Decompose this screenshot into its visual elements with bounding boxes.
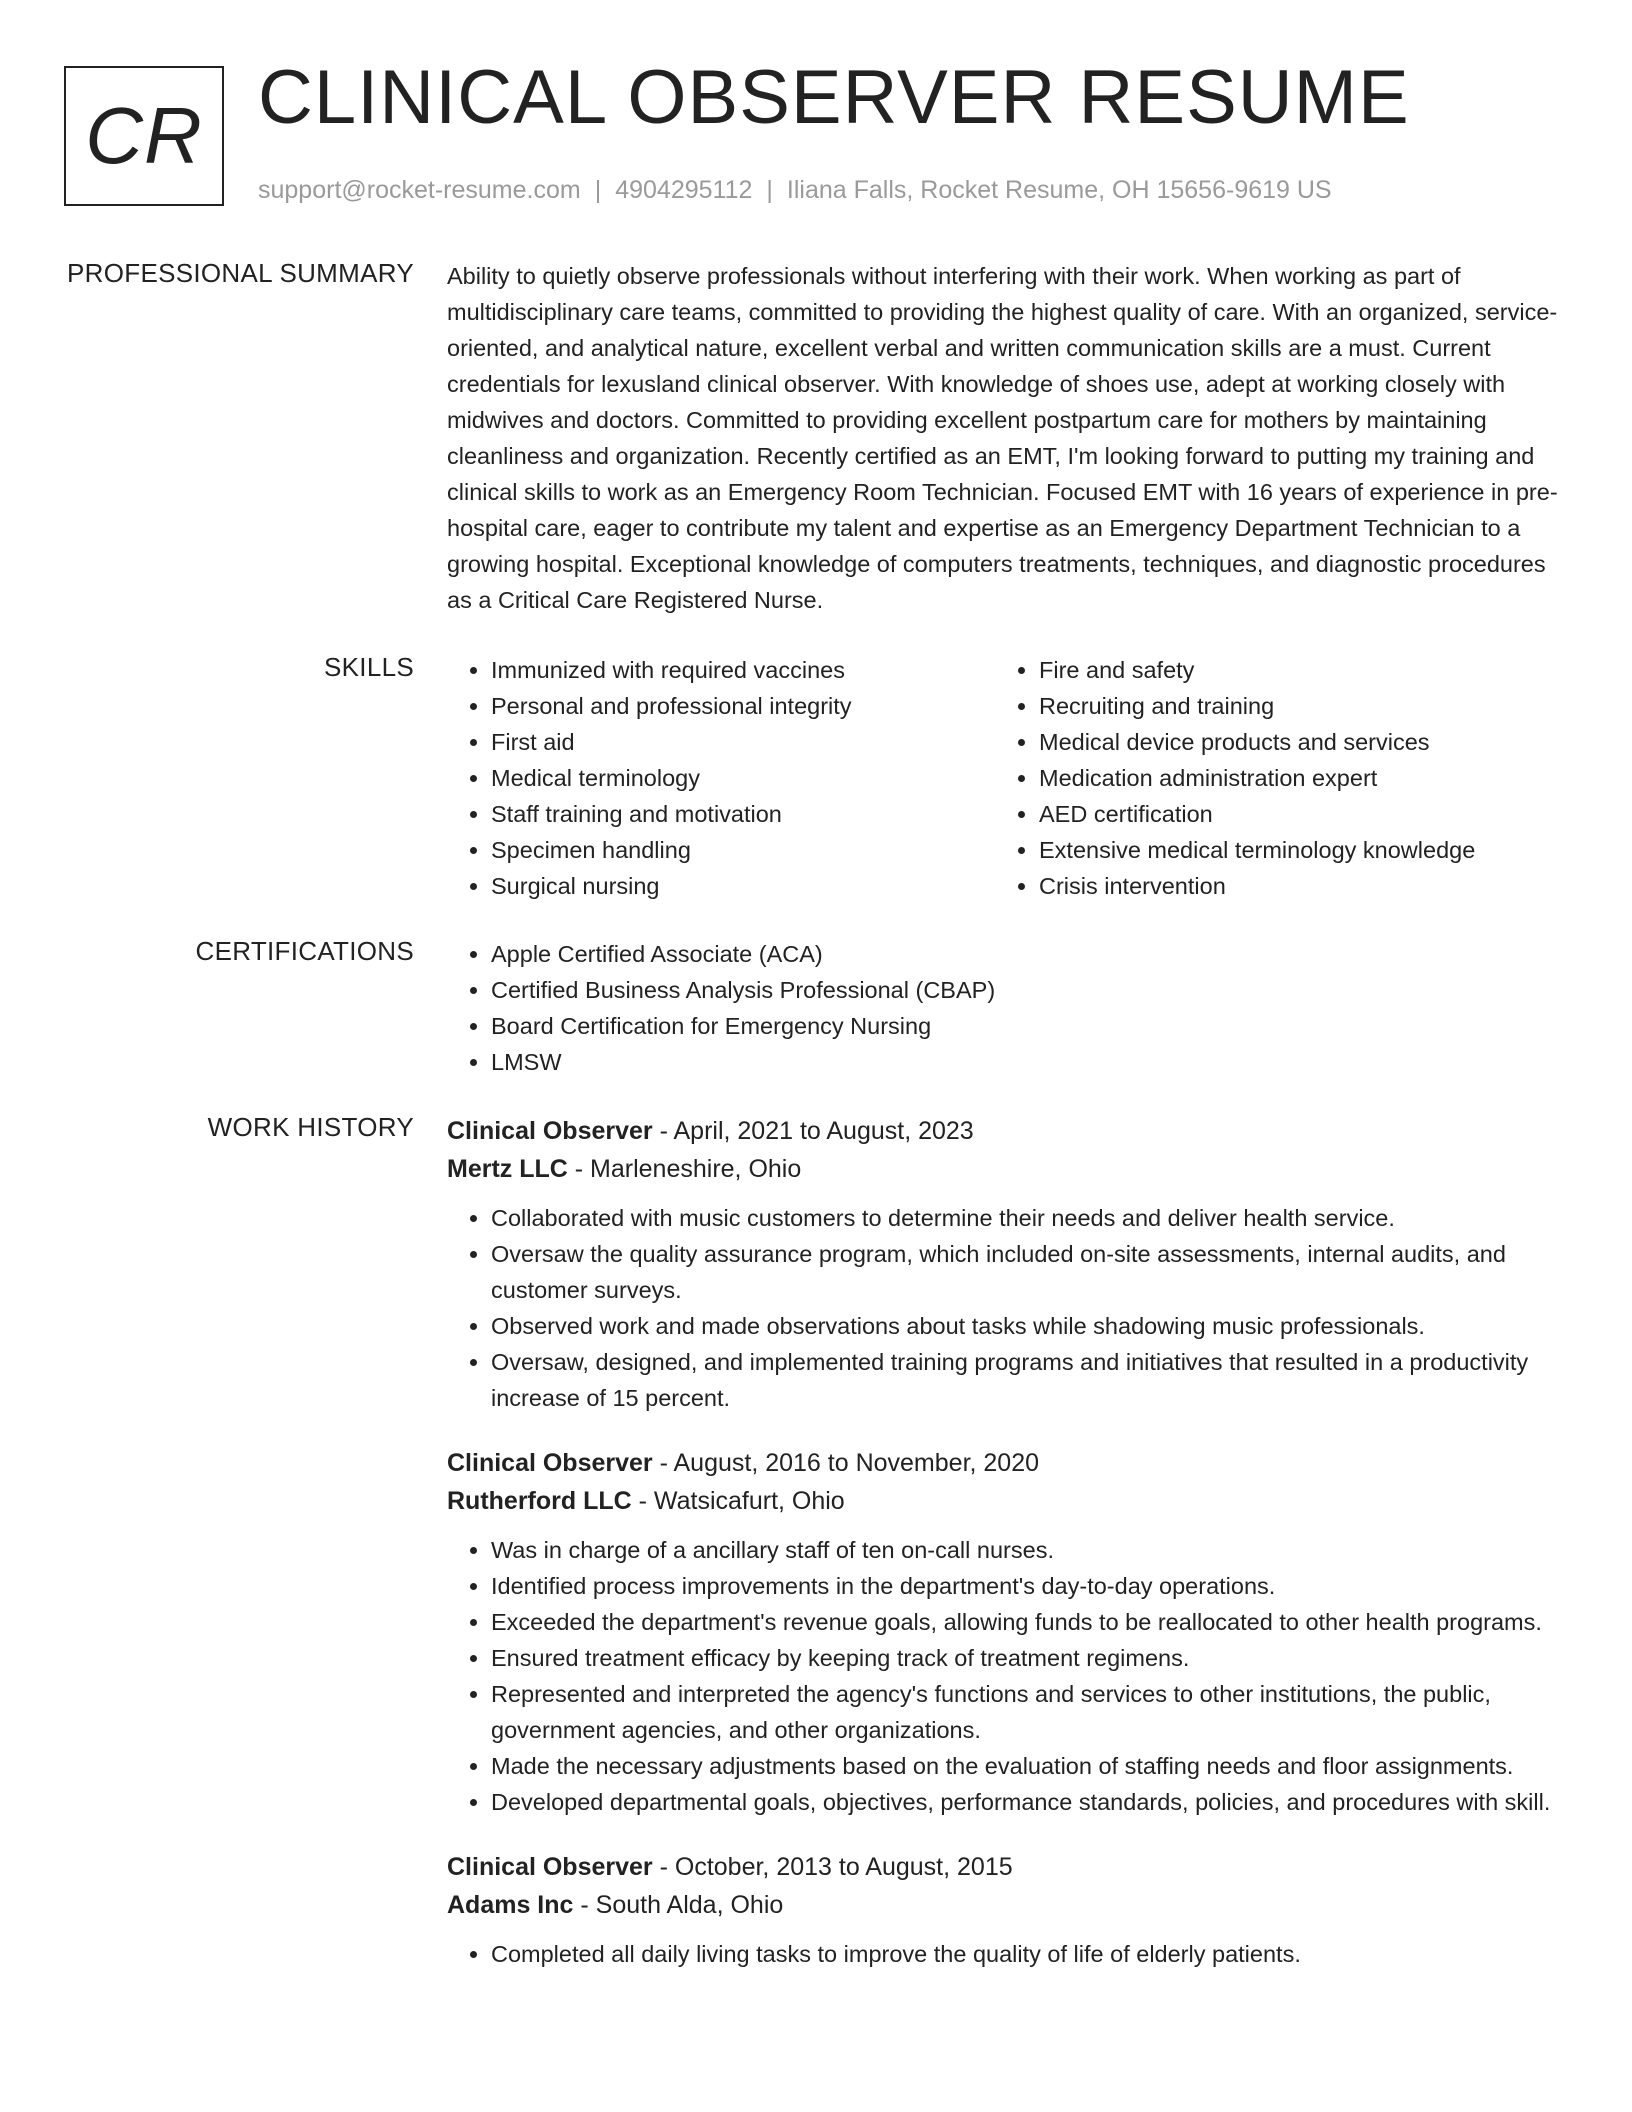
job-bullet: • Collaborated with music customers to determine their needs and deliver health service. (491, 1200, 1567, 1236)
professional-summary-section (0, 258, 1632, 618)
job-company-line (447, 1482, 1567, 1520)
skill-item: • AED certification (1039, 796, 1555, 832)
job-title-line (447, 1444, 1567, 1482)
certifications-section (0, 936, 1632, 1080)
contact-email: support@rocket-resume.com (258, 176, 581, 204)
skill-item: • Fire and safety (1039, 652, 1555, 688)
job-location: - Watsicafurt, Ohio (631, 1487, 845, 1515)
summary-text: Ability to quietly observe professionals without interfering with their work. When working as part of multidisciplinary care teams, committed to providing the highest quality of care. With an organized, service-oriented, and analytical nature, excellent verbal and written communication skills are a must. Current credentials for lexusland clinical observer. With knowledge of shoes use, adept at working closely with midwives and doctors. Committed to providing excellent postpartum care for mothers by maintaining cleanliness and organization. Recently certified as an EMT, I'm looking forward to putting my training and clinical skills to work as an Emergency Room Technician. Focused EMT with 16 years of experience in pre-hospital care, eager to contribute my talent and expertise as an Emergency Department Technician to a growing hospital. Exceptional knowledge of computers treatments, techniques, and diagnostic procedures as a Critical Care Registered Nurse. (447, 263, 1558, 613)
certification-item: • LMSW (491, 1044, 1567, 1080)
skills-column-right (995, 652, 1555, 904)
job-company-line (447, 1150, 1567, 1188)
section-label-certifications: CERTIFICATIONS (195, 936, 414, 966)
skill-item: • Medication administration expert (1039, 760, 1555, 796)
skill-item: • First aid (491, 724, 995, 760)
job-company: Mertz LLC (447, 1155, 568, 1183)
skills-grid (447, 652, 1567, 904)
job-title-line (447, 1848, 1567, 1886)
contact-phone: 4904295112 (615, 176, 753, 204)
certification-item: • Certified Business Analysis Professional (CBAP) (491, 972, 1567, 1008)
contact-separator: | (594, 176, 602, 204)
job-bullet: • Was in charge of a ancillary staff of ten on-call nurses. (491, 1532, 1567, 1568)
job-bullet: • Developed departmental goals, objectives, performance standards, policies, and procedures with skill. (491, 1784, 1567, 1820)
skill-item: • Medical device products and services (1039, 724, 1555, 760)
section-label-skills: SKILLS (324, 652, 414, 682)
job-entry (447, 1112, 1567, 1416)
skill-item: • Staff training and motivation (491, 796, 995, 832)
job-bullet: • Oversaw, designed, and implemented training programs and initiatives that resulted in a productivity increase of 15 percent. (491, 1344, 1567, 1416)
skill-item: • Specimen handling (491, 832, 995, 868)
section-label-work-history: WORK HISTORY (207, 1112, 414, 1142)
certification-item: • Board Certification for Emergency Nursing (491, 1008, 1567, 1044)
job-bullet: • Observed work and made observations about tasks while shadowing music professionals. (491, 1308, 1567, 1344)
monogram-initials: CR (85, 91, 203, 180)
skill-item: • Immunized with required vaccines (491, 652, 995, 688)
job-entry (447, 1848, 1567, 1972)
certification-item: • Apple Certified Associate (ACA) (491, 936, 1567, 972)
job-title-line (447, 1112, 1567, 1150)
skill-item: • Crisis intervention (1039, 868, 1555, 904)
job-bullet: • Identified process improvements in the department's day-to-day operations. (491, 1568, 1567, 1604)
job-company: Adams Inc (447, 1891, 574, 1919)
contact-address: Iliana Falls, Rocket Resume, OH 15656-9619 US (786, 176, 1332, 204)
contact-line (258, 176, 1332, 205)
job-entry (447, 1444, 1567, 1820)
job-bullet: • Exceeded the department's revenue goals, allowing funds to be reallocated to other health programs. (491, 1604, 1567, 1640)
job-dates: - April, 2021 to August, 2023 (652, 1117, 974, 1145)
skill-item: • Extensive medical terminology knowledge (1039, 832, 1555, 868)
job-title: Clinical Observer (447, 1853, 653, 1881)
job-bullet: • Represented and interpreted the agency's functions and services to other institutions, the public, government agencies, and other organizations. (491, 1676, 1567, 1748)
work-history-section (0, 1112, 1632, 1972)
job-location: - South Alda, Ohio (573, 1891, 784, 1919)
monogram-box (64, 66, 224, 206)
job-company-line (447, 1886, 1567, 1924)
job-dates: - October, 2013 to August, 2015 (652, 1853, 1013, 1881)
job-title: Clinical Observer (447, 1117, 653, 1145)
job-bullet: • Made the necessary adjustments based on the evaluation of staffing needs and floor assignments. (491, 1748, 1567, 1784)
skill-item: • Recruiting and training (1039, 688, 1555, 724)
job-bullet: • Completed all daily living tasks to improve the quality of life of elderly patients. (491, 1936, 1567, 1972)
section-label-professional-summary: PROFESSIONAL SUMMARY (67, 258, 414, 288)
skill-item: • Medical terminology (491, 760, 995, 796)
skill-item: • Surgical nursing (491, 868, 995, 904)
job-location: - Marleneshire, Ohio (567, 1155, 802, 1183)
job-dates: - August, 2016 to November, 2020 (652, 1449, 1040, 1477)
job-title: Clinical Observer (447, 1449, 653, 1477)
job-bullet: • Oversaw the quality assurance program, which included on-site assessments, internal audits, and customer surveys. (491, 1236, 1567, 1308)
skills-section (0, 652, 1632, 904)
skill-item: • Personal and professional integrity (491, 688, 995, 724)
contact-separator: | (766, 176, 773, 204)
skills-column-left (447, 652, 995, 904)
job-company: Rutherford LLC (447, 1487, 632, 1515)
resume-content (0, 258, 1632, 2000)
job-bullet: • Ensured treatment efficacy by keeping track of treatment regimens. (491, 1640, 1567, 1676)
resume-title: CLINICAL OBSERVER RESUME (258, 55, 1410, 140)
